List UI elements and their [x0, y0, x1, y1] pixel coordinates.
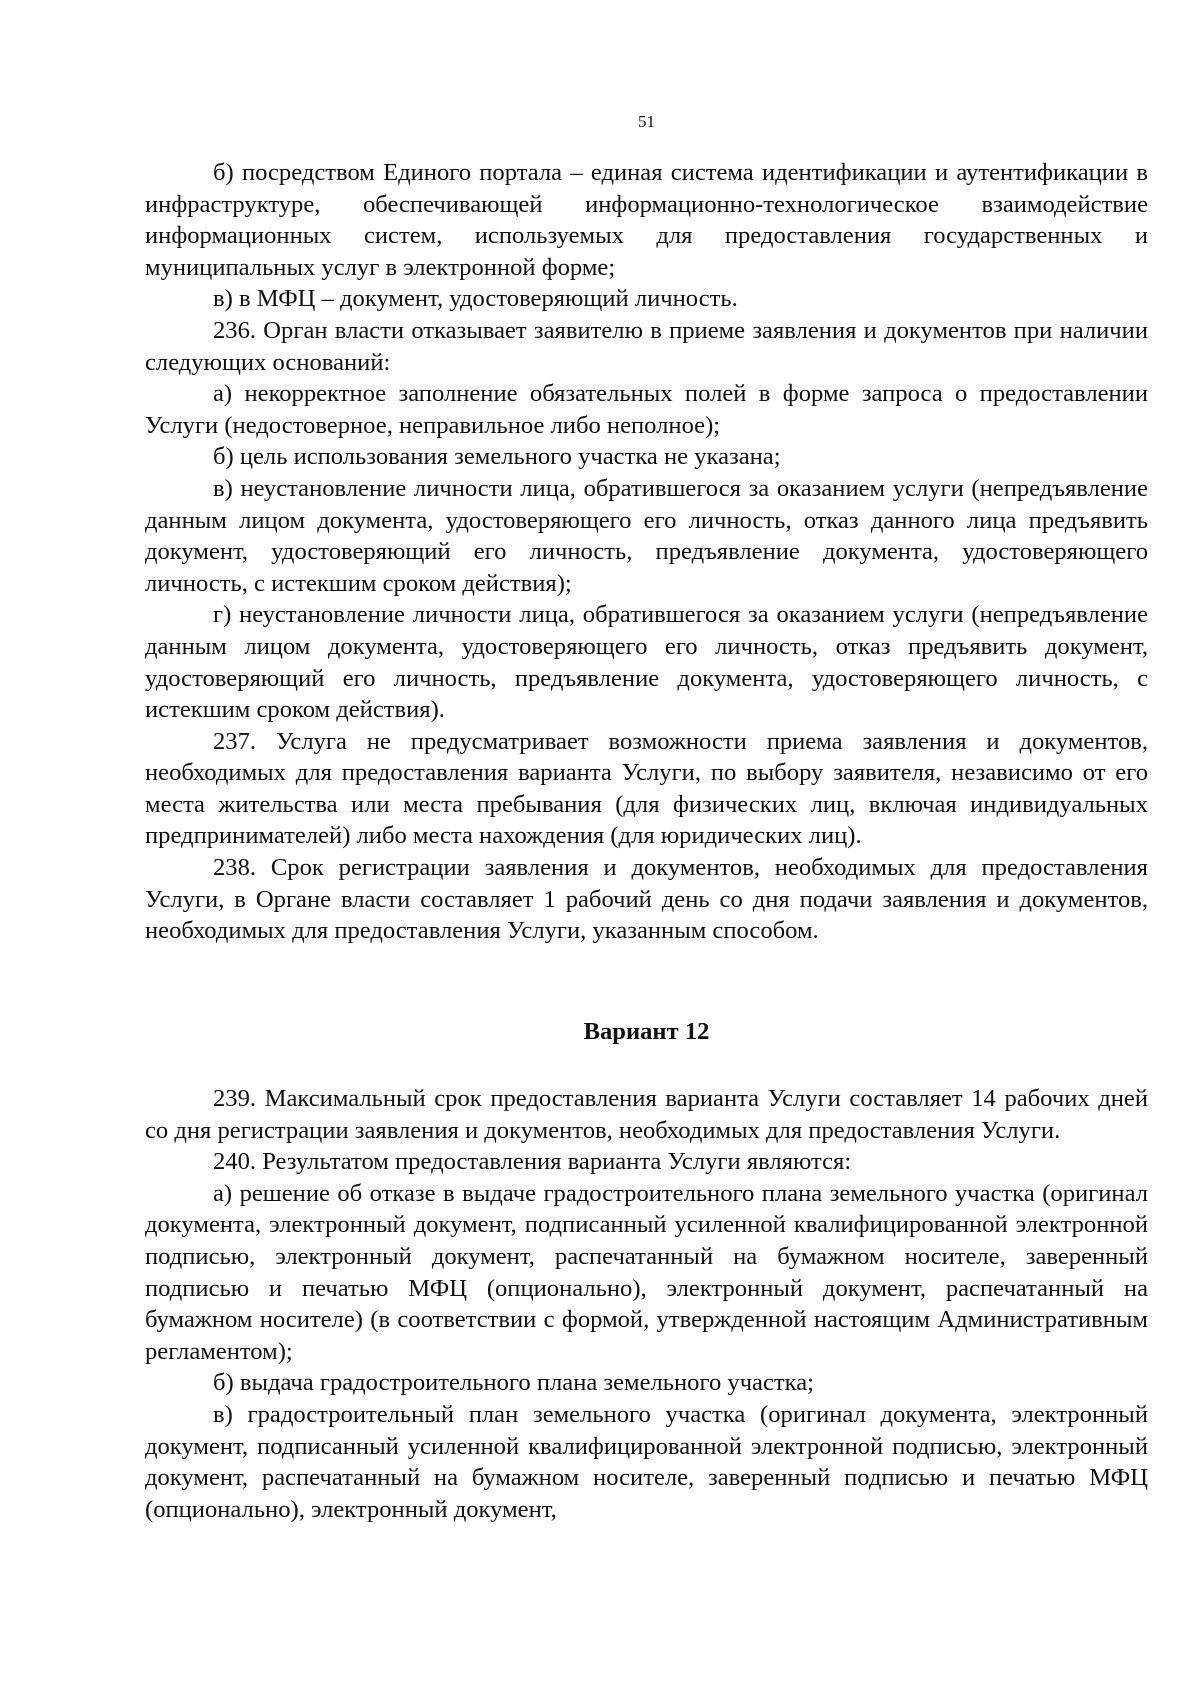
paragraph-236-b: б) цель использования земельного участка не указана; [213, 443, 781, 471]
section-heading: Вариант 12 [583, 1018, 710, 1045]
paragraph-b-unified-portal: б) посредством Единого портала – единая система идентификации и аутентификации в инфраструктуре, обеспечивающей информационно-технологическое взаимодействие информационных систем, используемых для предоставления государственных и муниципальных услуг в электронной форме; [145, 159, 1148, 281]
paragraph-238: 238. Срок регистрации заявления и документов, необходимых для предоставления Услуги, в Органе власти составляет 1 рабочий день со дня подачи заявления и документов, необходимых для предоставления Услуги, указанным способом. [145, 854, 1148, 945]
paragraph-240-v: в) градостроительный план земельного участка (оригинал документа, электронный документ, подписанный усиленной квалифицированной электронной подписью, электронный документ, распечатанный на бумажном носителе, заверенный подписью и печатью МФЦ (опционально), электронный документ, [145, 1400, 1148, 1523]
body-text-after-heading [145, 1083, 1148, 1525]
paragraph-236-v: в) неустановление личности лица, обратившегося за оказанием услуги (непредъявление данным лицом документа, удостоверяющего его личность, отказ данного лица предъявить документ, удостоверяющий его личность, предъявление документа, удостоверяющего личность, с истекшим сроком действия); [145, 474, 1148, 597]
paragraph-237: 237. Услуга не предусматривает возможности приема заявления и документов, необходимых для предоставления варианта Услуги, по выбору заявителя, независимо от его места жительства или места пребывания (для физических лиц, включая индивидуальных предпринимателей) либо места нахождения (для юридических лиц). [145, 727, 1148, 850]
paragraph-239: 239. Максимальный срок предоставления варианта Услуги составляет 14 рабочих дней со дня регистрации заявления и документов, необходимых для предоставления Услуги. [145, 1085, 1148, 1144]
paragraph-236-g: г) неустановление личности лица, обратившегося за оказанием услуги (непредъявление данным лицом документа, удостоверяющего его личность, отказ предъявить документ, удостоверяющий его личность, предъявление документа, удостоверяющего личность, с истекшим сроком действия). [145, 601, 1148, 724]
paragraph-236: 236. Орган власти отказывает заявителю в приеме заявления и документов при наличии следующих оснований: [145, 316, 1148, 376]
paragraph-v-mfc: в) в МФЦ – документ, удостоверяющий личность. [213, 285, 738, 313]
paragraph-240-a: а) решение об отказе в выдаче градостроительного плана земельного участка (оригинал документа, электронный документ, подписанный усиленной квалифицированной электронной подписью, электронный документ, распечатанный на бумажном носителе, заверенный подписью и печатью МФЦ (опционально), электронный документ, распечатанный на бумажном носителе) (в соответствии с формой, утвержденной настоящим Административным регламентом); [145, 1179, 1148, 1365]
paragraph-240-b: б) выдача градостроительного плана земельного участка; [213, 1369, 814, 1397]
paragraph-240: 240. Результатом предоставления варианта Услуги являются: [213, 1148, 852, 1176]
page-number: 51 [638, 112, 655, 131]
document-page [145, 0, 1148, 1698]
paragraph-236-a: а) некорректное заполнение обязательных полей в форме запроса о предоставлении Услуги (недостоверное, неправильное либо неполное); [145, 380, 1148, 439]
body-text-before-heading [145, 157, 1148, 947]
